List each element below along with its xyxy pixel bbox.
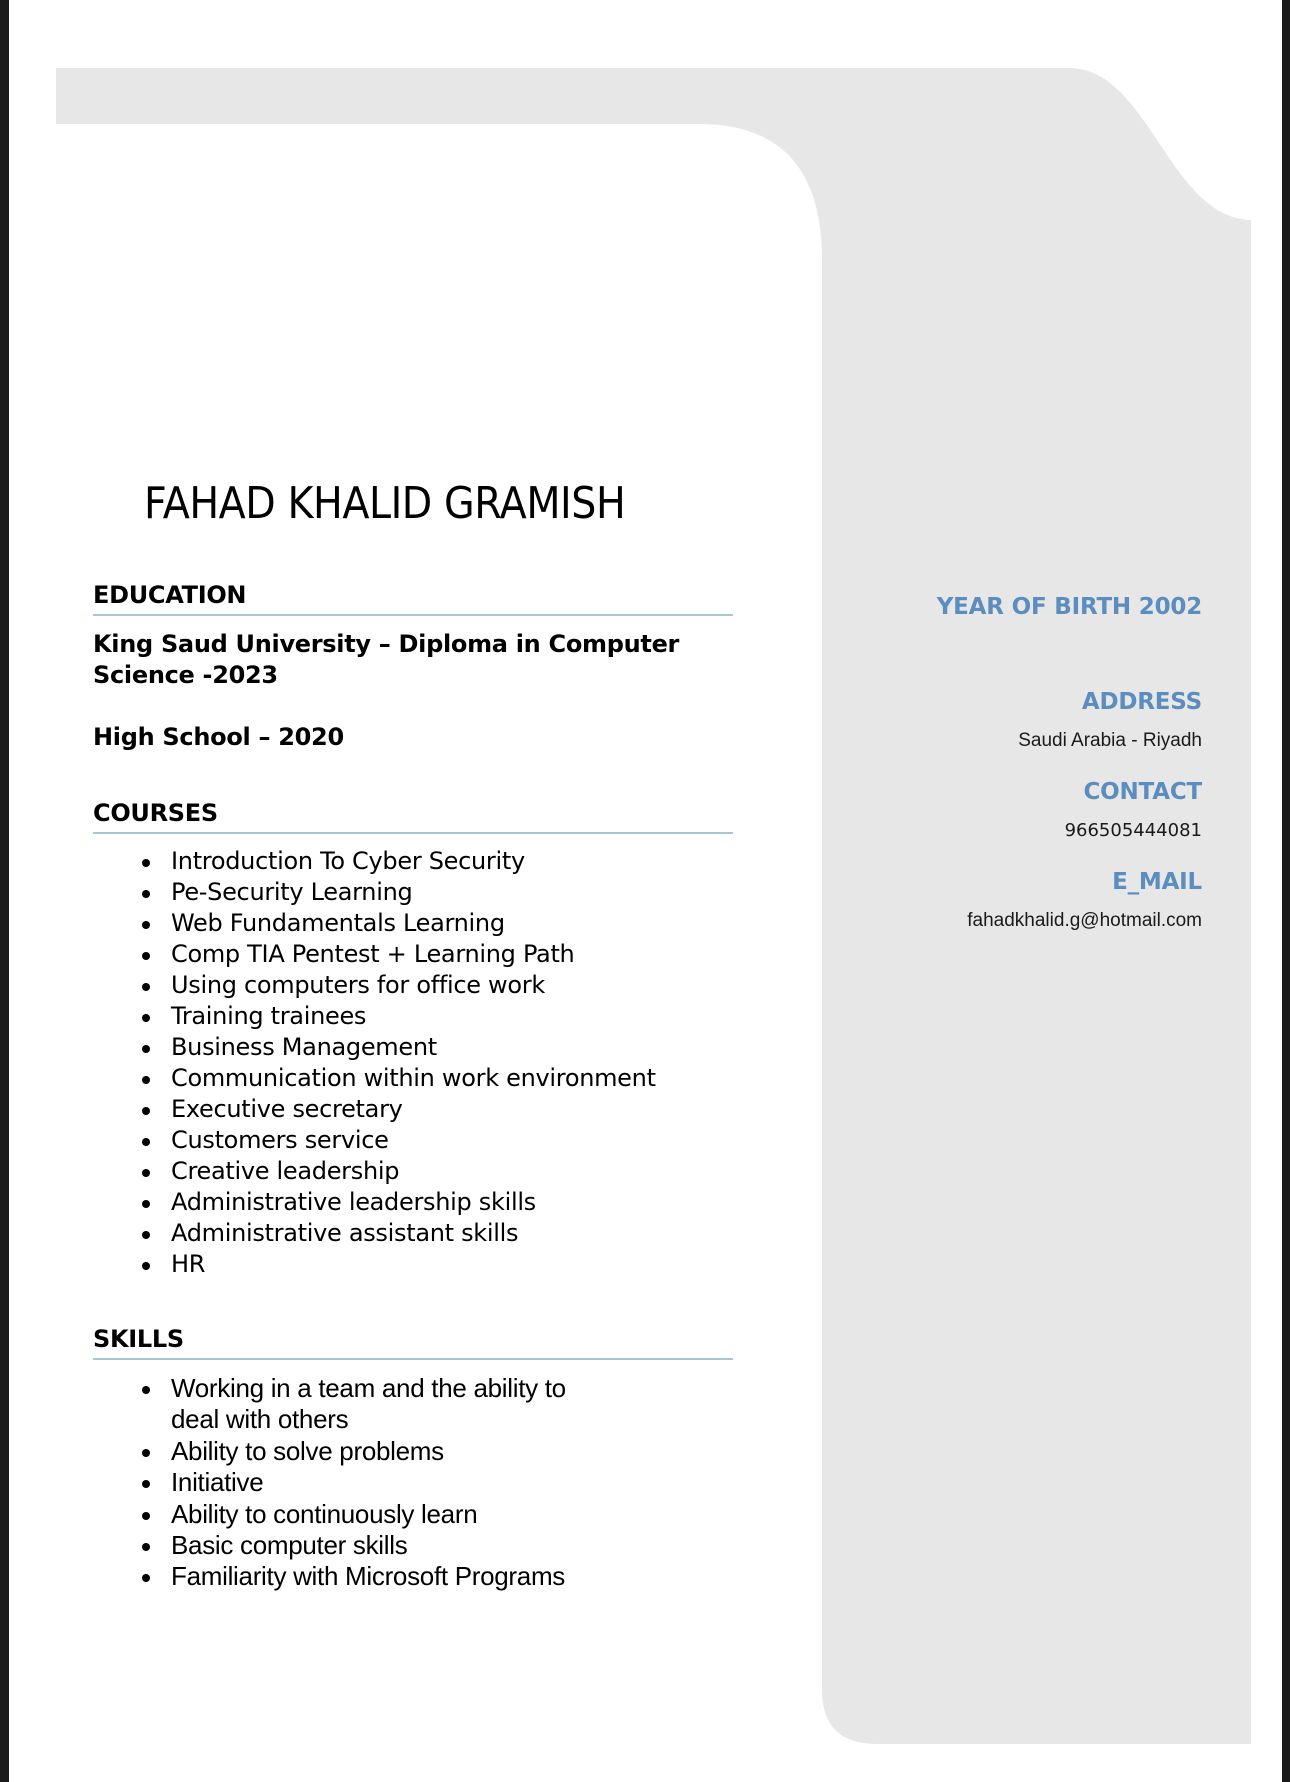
address-heading: ADDRESS <box>1081 689 1202 715</box>
phone-number: 966505444081 <box>1064 820 1202 841</box>
course-item: Customers service <box>129 1125 729 1156</box>
skills-list <box>129 1373 729 1593</box>
courses-list <box>129 846 729 1280</box>
contact-heading: CONTACT <box>1083 779 1202 805</box>
education-entry: King Saud University – Diploma in Computer Science -2023 <box>93 630 680 689</box>
resume-page <box>9 0 1282 1782</box>
courses-heading: COURSES <box>93 798 733 834</box>
candidate-name: FAHAD KHALID GRAMISH <box>144 478 626 529</box>
course-item: Comp TIA Pentest + Learning Path <box>129 939 729 970</box>
email-heading: E_MAIL <box>1112 869 1202 895</box>
course-item: Business Management <box>129 1032 729 1063</box>
course-item: Using computers for office work <box>129 970 729 1001</box>
address-value: Saudi Arabia - Riyadh <box>1018 730 1202 751</box>
education-entry: High School – 2020 <box>93 723 344 751</box>
year-of-birth: YEAR OF BIRTH 2002 <box>936 594 1202 620</box>
skill-item: Familiarity with Microsoft Programs <box>129 1561 729 1592</box>
skill-item: Ability to continuously learn <box>129 1499 729 1530</box>
skill-item: Working in a team and the ability to deal with others <box>129 1373 729 1436</box>
course-item: HR <box>129 1249 729 1280</box>
course-item: Administrative leadership skills <box>129 1187 729 1218</box>
course-item: Training trainees <box>129 1001 729 1032</box>
course-item: Executive secretary <box>129 1094 729 1125</box>
skill-item: Initiative <box>129 1467 729 1498</box>
email-address: fahadkhalid.g@hotmail.com <box>967 910 1202 931</box>
education-heading: EDUCATION <box>93 580 733 616</box>
course-item: Creative leadership <box>129 1156 729 1187</box>
skill-item: Basic computer skills <box>129 1530 729 1561</box>
skills-heading: SKILLS <box>93 1324 733 1360</box>
skill-item: Ability to solve problems <box>129 1436 729 1467</box>
course-item: Communication within work environment <box>129 1063 729 1094</box>
course-item: Web Fundamentals Learning <box>129 908 729 939</box>
course-item: Introduction To Cyber Security <box>129 846 729 877</box>
course-item: Administrative assistant skills <box>129 1218 729 1249</box>
course-item: Pe-Security Learning <box>129 877 729 908</box>
